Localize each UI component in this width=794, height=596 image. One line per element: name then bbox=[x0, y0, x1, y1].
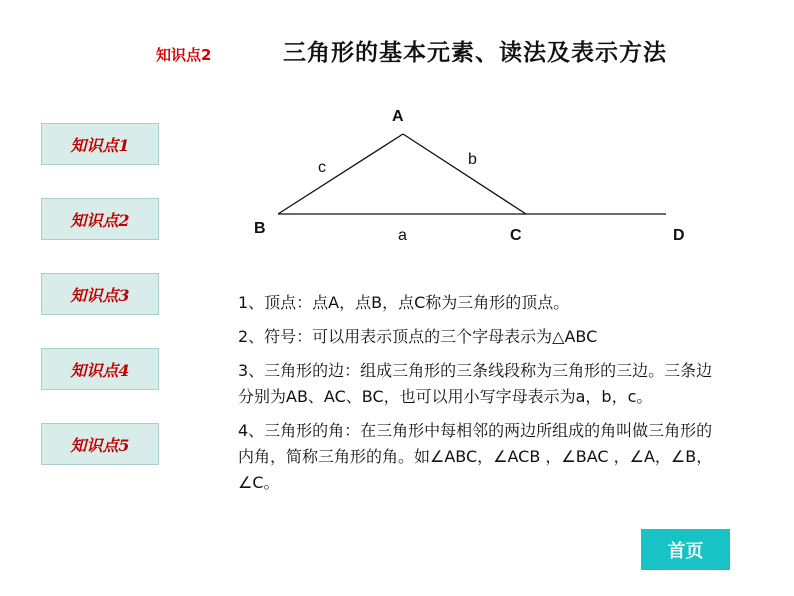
side-a-label: a bbox=[398, 227, 407, 244]
nav-item-1[interactable]: 知识点1 bbox=[41, 123, 159, 165]
vertex-c-label: C bbox=[510, 227, 522, 244]
nav-item-5[interactable]: 知识点5 bbox=[41, 423, 159, 465]
nav-item-4[interactable]: 知识点4 bbox=[41, 348, 159, 390]
section-tag: 知识点2 bbox=[156, 46, 212, 64]
side-ab bbox=[278, 134, 403, 214]
content-item-4: 4、三角形的角：在三角形中每相邻的两边所组成的角叫做三角形的内角，简称三角形的角。如∠ABC，∠ACB ，∠BAC ，∠A，∠B，∠C。 bbox=[238, 421, 713, 492]
side-b-label: b bbox=[468, 151, 477, 168]
side-ac bbox=[403, 134, 526, 214]
point-d-label: D bbox=[673, 227, 685, 244]
home-button[interactable]: 首页 bbox=[641, 529, 730, 570]
vertex-a-label: A bbox=[392, 108, 404, 125]
triangle-diagram bbox=[240, 100, 710, 260]
content-item-3: 3、三角形的边：组成三角形的三条线段称为三角形的三边。三条边分别为AB、AC、BC，也可以用小写字母表示为a，b，c。 bbox=[238, 361, 713, 406]
nav-item-2[interactable]: 知识点2 bbox=[41, 198, 159, 240]
content-body bbox=[238, 290, 716, 504]
side-c-label: c bbox=[318, 159, 326, 176]
nav-item-3[interactable]: 知识点3 bbox=[41, 273, 159, 315]
content-item-2: 2、符号：可以用表示顶点的三个字母表示为△ABC bbox=[238, 327, 598, 346]
page-title: 三角形的基本元素、读法及表示方法 bbox=[283, 40, 667, 66]
vertex-b-label: B bbox=[254, 220, 266, 237]
content-item-1: 1、顶点：点A，点B，点C称为三角形的顶点。 bbox=[238, 293, 570, 312]
